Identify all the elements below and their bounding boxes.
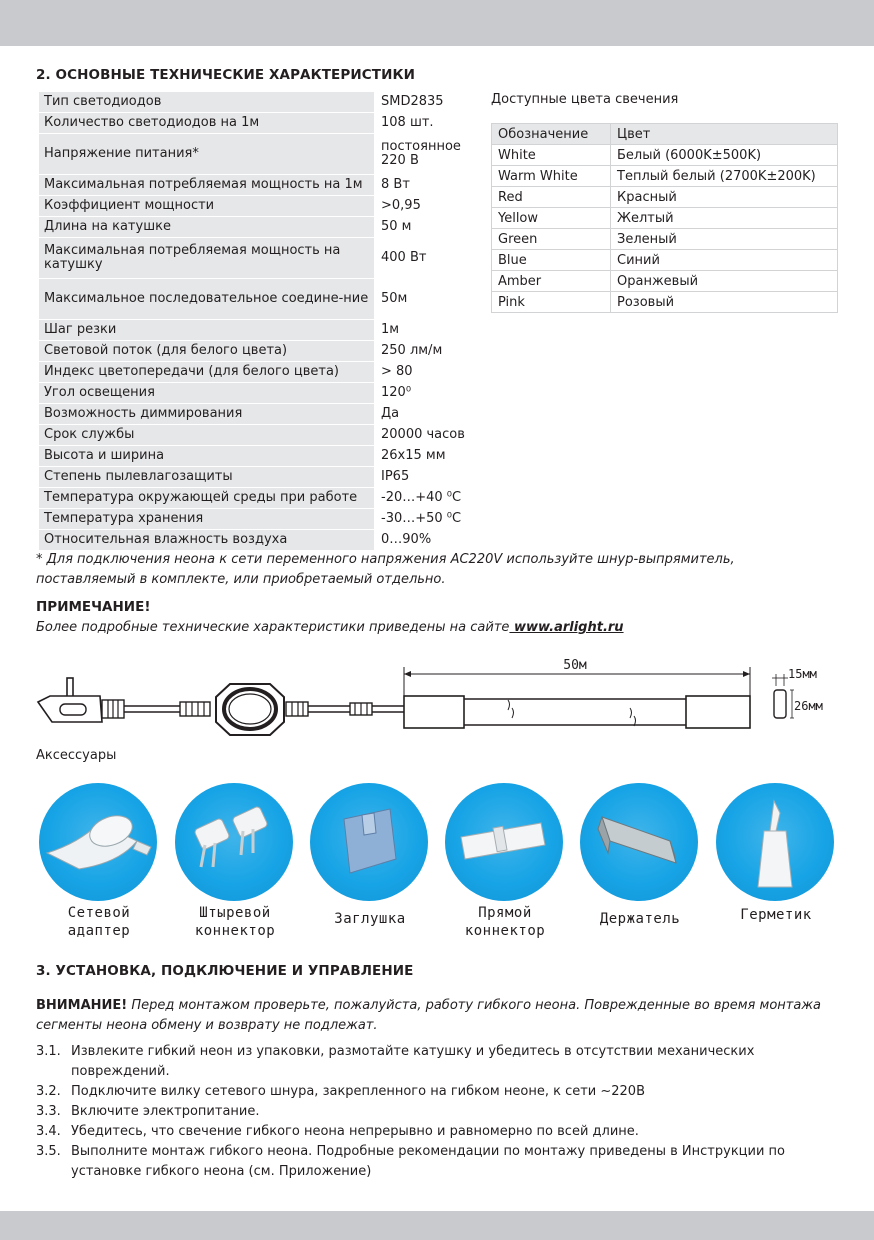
color-code: Amber <box>492 271 611 292</box>
color-name: Зеленый <box>611 229 838 250</box>
website-link[interactable]: www.arlight.ru <box>509 620 624 635</box>
spec-param: Относительная влажность воздуха <box>39 530 376 551</box>
spec-row <box>39 488 472 509</box>
plug-icon <box>38 678 124 722</box>
spec-param: Длина на катушке <box>39 217 376 238</box>
accessory-label-line2: коннектор <box>464 923 546 939</box>
height-label: 26мм <box>794 699 823 713</box>
color-name: Оранжевый <box>611 271 838 292</box>
note-text <box>36 620 624 635</box>
spec-param: Температура окружающей среды при работе <box>39 488 376 509</box>
spec-param: Высота и ширина <box>39 446 376 467</box>
length-label: 50м <box>563 658 587 673</box>
spec-value: 250 лм/м <box>375 341 472 362</box>
spec-value: >0,95 <box>375 196 472 217</box>
step-number: 3.5. <box>36 1144 61 1159</box>
color-row <box>492 208 838 229</box>
profile-icon <box>772 667 823 718</box>
color-code: Yellow <box>492 208 611 229</box>
accessory-label-line1: Держатель <box>599 911 681 927</box>
spec-value: 1м <box>375 320 472 341</box>
accessory-label <box>34 904 164 940</box>
list-item <box>36 1142 846 1182</box>
colors-header-color: Цвет <box>611 124 838 145</box>
spec-param: Максимальная потребляемая мощность на 1м <box>39 175 376 196</box>
rectifier-icon <box>216 684 284 735</box>
accessory-holder <box>580 783 700 943</box>
note-title: ПРИМЕЧАНИЕ! <box>36 599 151 615</box>
spec-value: 50м <box>375 279 472 320</box>
spec-param: Срок службы <box>39 425 376 446</box>
step-text: Убедитесь, что свечение гибкого неона непрерывно и равномерно по всей длине. <box>71 1124 639 1139</box>
spec-param: Количество светодиодов на 1м <box>39 113 376 134</box>
color-name: Теплый белый (2700K±200K) <box>611 166 838 187</box>
spec-param: Максимальное последовательное соедине-ние <box>39 279 376 320</box>
accessory-sealant <box>716 783 836 943</box>
spec-value: 400 Вт <box>375 238 472 279</box>
note-body: Более подробные технические характеристики приведены на сайте <box>36 620 510 635</box>
spec-param: Степень пылевлагозащиты <box>39 467 376 488</box>
spec-param: Шаг резки <box>39 320 376 341</box>
spec-value: SMD2835 <box>375 92 472 113</box>
colors-header-row <box>492 124 838 145</box>
warning <box>36 996 842 1036</box>
accessory-end-cap <box>310 783 430 943</box>
list-item <box>36 1042 846 1082</box>
width-label: 15мм <box>788 667 817 681</box>
spec-row <box>39 509 472 530</box>
accessory-image <box>39 783 157 901</box>
step-text: Выполните монтаж гибкого неона. Подробные рекомендации по монтажу приведены в Инструкции по установке гибкого неона (см. Приложение) <box>71 1144 785 1179</box>
color-code: White <box>492 145 611 166</box>
accessory-image <box>445 783 563 901</box>
top-bar <box>0 0 874 46</box>
accessory-label-line2: коннектор <box>194 923 276 939</box>
spec-row <box>39 175 472 196</box>
accessory-label-line1: Герметик <box>740 907 812 923</box>
spec-value: > 80 <box>375 362 472 383</box>
accessory-label-line1: Сетевой <box>67 905 131 921</box>
accessory-network-adapter <box>39 783 159 943</box>
accessory-label <box>440 904 570 940</box>
accessory-image <box>580 783 698 901</box>
list-item <box>36 1122 846 1142</box>
color-code: Pink <box>492 292 611 313</box>
warning-label: ВНИМАНИЕ! <box>36 998 128 1013</box>
color-name: Синий <box>611 250 838 271</box>
color-row <box>492 292 838 313</box>
spec-row <box>39 341 472 362</box>
spec-value: 8 Вт <box>375 175 472 196</box>
accessory-label <box>170 904 300 940</box>
spec-row <box>39 530 472 551</box>
colors-table <box>491 123 838 313</box>
spec-param: Напряжение питания* <box>39 134 376 175</box>
color-name: Красный <box>611 187 838 208</box>
accessory-label <box>575 904 705 928</box>
spec-param: Возможность диммирования <box>39 404 376 425</box>
accessory-image <box>716 783 834 901</box>
spec-value: 26х15 мм <box>375 446 472 467</box>
accessory-label-line1: Заглушка <box>334 911 406 927</box>
accessory-label <box>711 904 841 924</box>
spec-value: 20000 часов <box>375 425 472 446</box>
accessory-straight-connector <box>445 783 565 943</box>
color-name: Белый (6000K±500K) <box>611 145 838 166</box>
spec-param: Температура хранения <box>39 509 376 530</box>
color-row <box>492 187 838 208</box>
step-number: 3.1. <box>36 1044 61 1059</box>
spec-row <box>39 446 472 467</box>
neon-diagram <box>30 652 870 752</box>
spec-value: -30…+50 ⁰C <box>375 509 472 530</box>
spec-row <box>39 238 472 279</box>
spec-value: IP65 <box>375 467 472 488</box>
spec-param: Максимальная потребляемая мощность на катушку <box>39 238 376 279</box>
colors-caption: Доступные цвета свечения <box>491 92 679 107</box>
color-code: Green <box>492 229 611 250</box>
accessory-label-line1: Штыревой <box>199 905 271 921</box>
spec-row <box>39 196 472 217</box>
length-dimension <box>404 658 750 696</box>
color-row <box>492 145 838 166</box>
spec-value: 120⁰ <box>375 383 472 404</box>
straight-connector-icon <box>445 783 563 901</box>
color-row <box>492 250 838 271</box>
step-text: Включите электропитание. <box>71 1104 260 1119</box>
spec-row <box>39 92 472 113</box>
list-item <box>36 1102 846 1122</box>
accessory-label-line2: адаптер <box>67 923 131 939</box>
accessory-label-line1: Прямой <box>478 905 532 921</box>
spec-row <box>39 362 472 383</box>
holder-icon <box>580 783 698 901</box>
steps-list <box>36 1042 846 1182</box>
adapter-icon <box>39 783 157 901</box>
spec-row <box>39 467 472 488</box>
spec-row <box>39 404 472 425</box>
cord <box>124 702 210 716</box>
neon-strip <box>404 696 750 728</box>
spec-row <box>39 217 472 238</box>
spec-param: Индекс цветопередачи (для белого цвета) <box>39 362 376 383</box>
cord <box>286 702 404 716</box>
spec-row <box>39 425 472 446</box>
step-text: Подключите вилку сетевого шнура, закрепленного на гибком неоне, к сети ~220В <box>71 1084 645 1099</box>
step-text: Извлеките гибкий неон из упаковки, размотайте катушку и убедитесь в отсутствии механических повреждений. <box>71 1044 755 1079</box>
step-number: 3.3. <box>36 1104 61 1119</box>
footnote: * Для подключения неона к сети переменного напряжения AC220V используйте шнур-выпрямитель, поставляемый в комплекте, или приобретаемый отдельно. <box>36 552 735 587</box>
spec-row <box>39 320 472 341</box>
spec-row <box>39 113 472 134</box>
spec-value: 108 шт. <box>375 113 472 134</box>
color-code: Warm White <box>492 166 611 187</box>
spec-param: Угол освещения <box>39 383 376 404</box>
spec-value: -20…+40 ⁰C <box>375 488 472 509</box>
section-2-title: 2. ОСНОВНЫЕ ТЕХНИЧЕСКИЕ ХАРАКТЕРИСТИКИ <box>36 67 416 83</box>
colors-header-code: Обозначение <box>492 124 611 145</box>
spec-param: Тип светодиодов <box>39 92 376 113</box>
accessory-pin-connector <box>175 783 295 943</box>
bottom-bar <box>0 1211 874 1240</box>
color-name: Розовый <box>611 292 838 313</box>
spec-row <box>39 383 472 404</box>
accessory-label <box>305 904 435 928</box>
color-code: Red <box>492 187 611 208</box>
accessories-caption: Аксессуары <box>36 748 117 763</box>
step-number: 3.2. <box>36 1084 61 1099</box>
sealant-icon <box>716 783 834 901</box>
spec-value: постоянное 220 В <box>375 134 472 175</box>
color-row <box>492 229 838 250</box>
step-number: 3.4. <box>36 1124 61 1139</box>
accessory-image <box>310 783 428 901</box>
warning-text: Перед монтажом проверьте, пожалуйста, работу гибкого неона. Поврежденные во время монтажа сегменты неона обмену и возврату не подлежат. <box>36 998 821 1033</box>
list-item <box>36 1082 846 1102</box>
spec-value: 0…90% <box>375 530 472 551</box>
spec-param: Коэффициент мощности <box>39 196 376 217</box>
accessory-image <box>175 783 293 901</box>
spec-table <box>38 91 472 551</box>
spec-row <box>39 279 472 320</box>
spec-value: Да <box>375 404 472 425</box>
color-code: Blue <box>492 250 611 271</box>
color-name: Желтый <box>611 208 838 229</box>
pin-connector-icon <box>175 783 293 901</box>
color-row <box>492 271 838 292</box>
spec-param: Световой поток (для белого цвета) <box>39 341 376 362</box>
spec-value: 50 м <box>375 217 472 238</box>
end-cap-icon <box>310 783 428 901</box>
spec-row <box>39 134 472 175</box>
color-row <box>492 166 838 187</box>
section-3-title: 3. УСТАНОВКА, ПОДКЛЮЧЕНИЕ И УПРАВЛЕНИЕ <box>36 963 414 979</box>
